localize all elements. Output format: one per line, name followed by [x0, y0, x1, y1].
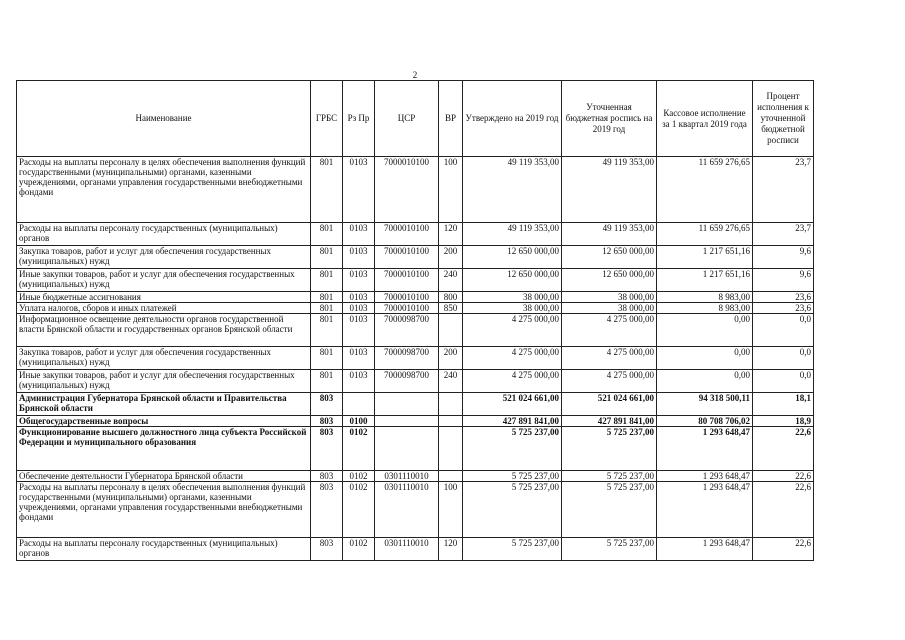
- cell-percent: 23,7: [753, 223, 814, 246]
- cell-rzpr: 0103: [343, 303, 375, 314]
- cell-rzpr: 0103: [343, 246, 375, 269]
- cell-refined: 12 650 000,00: [562, 246, 657, 269]
- cell-approved: 4 275 000,00: [463, 314, 562, 347]
- cell-cash: 1 293 648,47: [657, 482, 753, 538]
- cell-refined: 38 000,00: [562, 292, 657, 303]
- table-row: [17, 303, 814, 314]
- table-row: [17, 269, 814, 292]
- cell-csr: 7000010100: [375, 157, 439, 223]
- cell-grbs: 801: [311, 314, 343, 347]
- cell-rzpr: 0103: [343, 370, 375, 393]
- cell-vr: 200: [439, 246, 463, 269]
- cell-csr: [375, 427, 439, 471]
- cell-vr: 200: [439, 347, 463, 370]
- cell-rzpr: 0103: [343, 314, 375, 347]
- cell-rzpr: 0103: [343, 347, 375, 370]
- cell-percent: 18,9: [753, 416, 814, 427]
- table-header-row: [17, 81, 814, 157]
- cell-percent: 22,6: [753, 538, 814, 561]
- cell-cash: 11 659 276,65: [657, 157, 753, 223]
- cell-rzpr: 0103: [343, 292, 375, 303]
- table-row: [17, 393, 814, 416]
- cell-grbs: 803: [311, 427, 343, 471]
- cell-percent: 0,0: [753, 347, 814, 370]
- cell-cash: 1 217 651,16: [657, 269, 753, 292]
- cell-grbs: 803: [311, 471, 343, 482]
- cell-grbs: 801: [311, 303, 343, 314]
- cell-percent: 23,6: [753, 292, 814, 303]
- cell-approved: 5 725 237,00: [463, 482, 562, 538]
- cell-rzpr: 0102: [343, 482, 375, 538]
- cell-cash: 0,00: [657, 314, 753, 347]
- cell-grbs: 803: [311, 416, 343, 427]
- cell-cash: 80 708 706,02: [657, 416, 753, 427]
- header-refined: Уточненная бюджетная роспись на 2019 год: [562, 81, 657, 157]
- cell-grbs: 801: [311, 292, 343, 303]
- cell-rzpr: 0102: [343, 538, 375, 561]
- cell-cash: 1 293 648,47: [657, 471, 753, 482]
- cell-name: Иные бюджетные ассигнования: [17, 292, 311, 303]
- header-percent: Процент исполнения к уточненной бюджетной росписи: [753, 81, 814, 157]
- cell-rzpr: 0103: [343, 157, 375, 223]
- table-row: [17, 246, 814, 269]
- cell-approved: 5 725 237,00: [463, 538, 562, 561]
- table-row: [17, 482, 814, 538]
- cell-refined: 4 275 000,00: [562, 370, 657, 393]
- header-csr: ЦСР: [375, 81, 439, 157]
- cell-cash: 1 293 648,47: [657, 538, 753, 561]
- cell-cash: 8 983,00: [657, 303, 753, 314]
- cell-refined: 49 119 353,00: [562, 157, 657, 223]
- cell-refined: 5 725 237,00: [562, 482, 657, 538]
- cell-name: Функционирование высшего должностного лица субъекта Российской Федерации и муниципального образования: [17, 427, 311, 471]
- cell-vr: [439, 471, 463, 482]
- cell-rzpr: 0103: [343, 269, 375, 292]
- cell-vr: [439, 393, 463, 416]
- cell-grbs: 803: [311, 393, 343, 416]
- cell-csr: 7000010100: [375, 223, 439, 246]
- cell-name: Иные закупки товаров, работ и услуг для обеспечения государственных (муниципальных) нужд: [17, 370, 311, 393]
- cell-name: Расходы на выплаты персоналу в целях обеспечения выполнения функций государственными (муниципальными) органами, казенными учреждениями, органами управления государственными внебюджетными фондами: [17, 482, 311, 538]
- header-rzpr: Рз Пр: [343, 81, 375, 157]
- cell-name: Информационное освещение деятельности органов государственной власти Брянской области и государственных органов Брянской области: [17, 314, 311, 347]
- cell-csr: 0301110010: [375, 482, 439, 538]
- cell-approved: 38 000,00: [463, 303, 562, 314]
- cell-csr: 7000098700: [375, 347, 439, 370]
- cell-csr: 7000098700: [375, 314, 439, 347]
- cell-grbs: 801: [311, 269, 343, 292]
- cell-approved: 427 891 841,00: [463, 416, 562, 427]
- cell-name: Обеспечение деятельности Губернатора Брянской области: [17, 471, 311, 482]
- cell-vr: 800: [439, 292, 463, 303]
- cell-cash: 8 983,00: [657, 292, 753, 303]
- cell-cash: 1 293 648,47: [657, 427, 753, 471]
- cell-vr: [439, 314, 463, 347]
- cell-vr: 100: [439, 157, 463, 223]
- cell-grbs: 801: [311, 347, 343, 370]
- cell-csr: 7000010100: [375, 246, 439, 269]
- cell-percent: 22,6: [753, 471, 814, 482]
- cell-grbs: 801: [311, 223, 343, 246]
- table-row: [17, 347, 814, 370]
- cell-vr: 120: [439, 223, 463, 246]
- cell-csr: 7000010100: [375, 269, 439, 292]
- cell-vr: 850: [439, 303, 463, 314]
- cell-grbs: 803: [311, 538, 343, 561]
- cell-vr: 240: [439, 370, 463, 393]
- cell-refined: 38 000,00: [562, 303, 657, 314]
- cell-approved: 12 650 000,00: [463, 269, 562, 292]
- header-name: Наименование: [17, 81, 311, 157]
- cell-refined: 427 891 841,00: [562, 416, 657, 427]
- cell-rzpr: 0102: [343, 427, 375, 471]
- cell-grbs: 801: [311, 246, 343, 269]
- cell-approved: 521 024 661,00: [463, 393, 562, 416]
- cell-approved: 38 000,00: [463, 292, 562, 303]
- cell-name: Расходы на выплаты персоналу государственных (муниципальных) органов: [17, 538, 311, 561]
- table-row: [17, 370, 814, 393]
- cell-approved: 49 119 353,00: [463, 157, 562, 223]
- cell-csr: 7000010100: [375, 292, 439, 303]
- cell-cash: 11 659 276,65: [657, 223, 753, 246]
- cell-percent: 9,6: [753, 246, 814, 269]
- table-row: [17, 292, 814, 303]
- cell-name: Общегосударственные вопросы: [17, 416, 311, 427]
- cell-vr: [439, 416, 463, 427]
- cell-name: Иные закупки товаров, работ и услуг для обеспечения государственных (муниципальных) нужд: [17, 269, 311, 292]
- cell-grbs: 801: [311, 157, 343, 223]
- cell-percent: 23,6: [753, 303, 814, 314]
- cell-refined: 5 725 237,00: [562, 538, 657, 561]
- table-row: [17, 471, 814, 482]
- cell-name: Уплата налогов, сборов и иных платежей: [17, 303, 311, 314]
- cell-refined: 521 024 661,00: [562, 393, 657, 416]
- cell-refined: 5 725 237,00: [562, 427, 657, 471]
- cell-csr: 7000098700: [375, 370, 439, 393]
- header-cash: Кассовое исполнение за 1 квартал 2019 года: [657, 81, 753, 157]
- cell-approved: 4 275 000,00: [463, 347, 562, 370]
- cell-refined: 49 119 353,00: [562, 223, 657, 246]
- cell-csr: [375, 416, 439, 427]
- budget-execution-table: [16, 80, 814, 561]
- table-row: [17, 157, 814, 223]
- cell-percent: 0,0: [753, 370, 814, 393]
- cell-rzpr: 0102: [343, 471, 375, 482]
- cell-rzpr: 0103: [343, 223, 375, 246]
- cell-name: Закупка товаров, работ и услуг для обеспечения государственных (муниципальных) нужд: [17, 246, 311, 269]
- cell-refined: 5 725 237,00: [562, 471, 657, 482]
- table-row: [17, 416, 814, 427]
- cell-name: Администрация Губернатора Брянской области и Правительства Брянской области: [17, 393, 311, 416]
- cell-approved: 4 275 000,00: [463, 370, 562, 393]
- cell-csr: [375, 393, 439, 416]
- cell-refined: 4 275 000,00: [562, 314, 657, 347]
- table-row: [17, 314, 814, 347]
- cell-approved: 5 725 237,00: [463, 427, 562, 471]
- cell-name: Закупка товаров, работ и услуг для обеспечения государственных (муниципальных) нужд: [17, 347, 311, 370]
- cell-refined: 4 275 000,00: [562, 347, 657, 370]
- header-grbs: ГРБС: [311, 81, 343, 157]
- cell-vr: 100: [439, 482, 463, 538]
- table-row: [17, 427, 814, 471]
- table-row: [17, 538, 814, 561]
- cell-grbs: 803: [311, 482, 343, 538]
- cell-vr: [439, 427, 463, 471]
- cell-approved: 5 725 237,00: [463, 471, 562, 482]
- cell-name: Расходы на выплаты персоналу государственных (муниципальных) органов: [17, 223, 311, 246]
- cell-approved: 49 119 353,00: [463, 223, 562, 246]
- cell-approved: 12 650 000,00: [463, 246, 562, 269]
- cell-percent: 9,6: [753, 269, 814, 292]
- cell-csr: 0301110010: [375, 471, 439, 482]
- cell-percent: 0,0: [753, 314, 814, 347]
- table-row: [17, 223, 814, 246]
- cell-percent: 22,6: [753, 482, 814, 538]
- page-number: 2: [412, 70, 418, 80]
- cell-vr: 240: [439, 269, 463, 292]
- cell-cash: 1 217 651,16: [657, 246, 753, 269]
- cell-percent: 18,1: [753, 393, 814, 416]
- cell-csr: 0301110010: [375, 538, 439, 561]
- cell-cash: 0,00: [657, 370, 753, 393]
- cell-vr: 120: [439, 538, 463, 561]
- cell-csr: 7000010100: [375, 303, 439, 314]
- cell-percent: 22,6: [753, 427, 814, 471]
- cell-cash: 0,00: [657, 347, 753, 370]
- cell-name: Расходы на выплаты персоналу в целях обеспечения выполнения функций государственными (муниципальными) органами, казенными учреждениями, органами управления государственными внебюджетными фондами: [17, 157, 311, 223]
- cell-rzpr: [343, 393, 375, 416]
- header-approved: Утверждено на 2019 год: [463, 81, 562, 157]
- cell-rzpr: 0100: [343, 416, 375, 427]
- cell-cash: 94 318 500,11: [657, 393, 753, 416]
- cell-percent: 23,7: [753, 157, 814, 223]
- header-vr: ВР: [439, 81, 463, 157]
- cell-grbs: 801: [311, 370, 343, 393]
- cell-refined: 12 650 000,00: [562, 269, 657, 292]
